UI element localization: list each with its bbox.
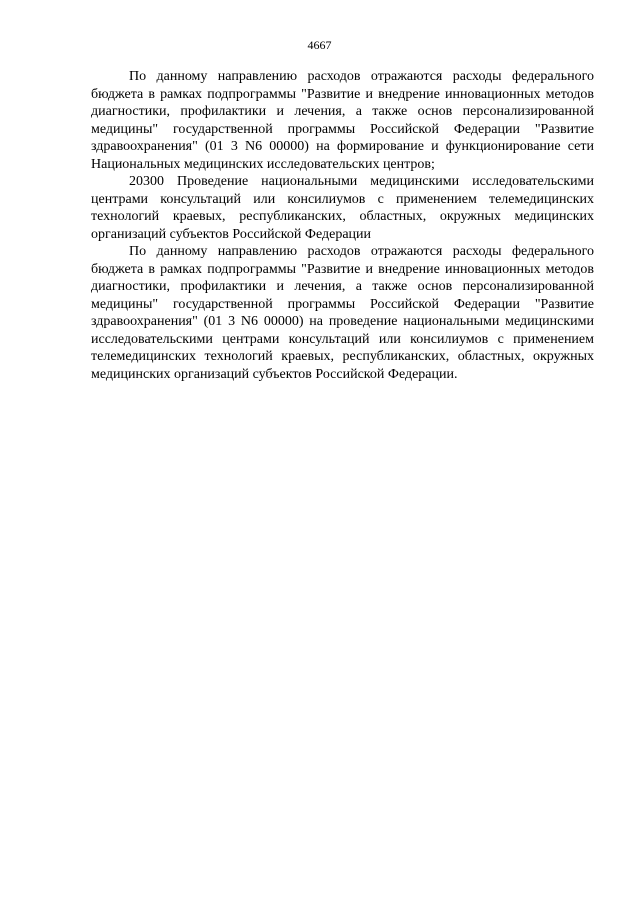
- paragraph-expenditure-description-1: По данному направлению расходов отражаются расходы федерального бюджета в рамках подпрограммы "Развитие и внедрение инновационных методов диагностики, профилактики и лечения, а также основ персонализированной медицины" государственной программы Российской Федерации "Развитие здравоохранения" (01 3 N6 00000) на формирование и функционирование сети Национальных медицинских исследовательских центров;: [91, 69, 594, 172]
- paragraph-expenditure-code-20300: 20300 Проведение национальными медицинскими исследовательскими центрами консультаций или консилиумов с применением телемедицинских технологий краевых, республиканских, областных, окружных медицинских организаций субъектов Российской Федерации: [91, 174, 594, 242]
- document-body: [91, 68, 594, 383]
- page-number: 4667: [307, 38, 332, 52]
- paragraph-expenditure-description-2: По данному направлению расходов отражаются расходы федерального бюджета в рамках подпрограммы "Развитие и внедрение инновационных методов диагностики, профилактики и лечения, а также основ персонализированной медицины" государственной программы Российской Федерации "Развитие здравоохранения" (01 3 N6 00000) на проведение национальными медицинскими исследовательскими центрами консультаций или консилиумов с применением телемедицинских технологий краевых, республиканских, областных, окружных медицинских организаций субъектов Российской Федерации.: [91, 244, 594, 382]
